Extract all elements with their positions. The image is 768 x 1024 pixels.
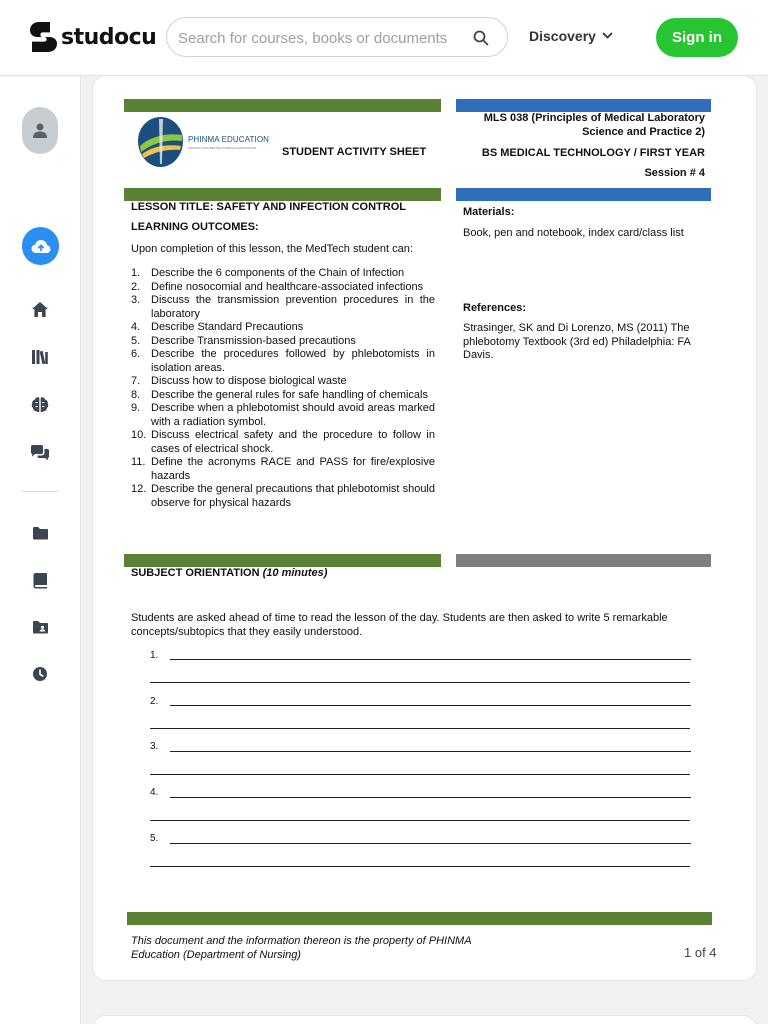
outcome-text: Describe Transmission-based precautions: [151, 334, 356, 347]
outcome-text: Describe the procedures followed by phlebotomists in isolation areas.: [151, 348, 435, 374]
outcome-number: 1.: [131, 267, 141, 279]
outcome-text: Discuss the transmission prevention procedures in the laboratory: [151, 294, 435, 320]
materials-text: Book, pen and notebook, index card/class list: [463, 227, 684, 239]
brain-icon: [31, 396, 49, 413]
outcome-number: 5.: [131, 334, 141, 347]
orientation-time: (10 minutes): [262, 567, 328, 579]
book-icon: [33, 572, 48, 589]
outcome-number: 9.: [131, 402, 141, 414]
sidebar-item-ai[interactable]: [30, 394, 50, 414]
outcomes-intro: Upon completion of this lesson, the MedTech student can:: [131, 243, 413, 255]
left-sidebar: [0, 77, 81, 1024]
clock-icon: [32, 666, 48, 682]
outcome-text: Discuss how to dispose biological waste: [151, 375, 347, 387]
orientation-heading: SUBJECT ORIENTATION: [131, 567, 260, 579]
answer-number: 3.: [150, 741, 159, 752]
references-text: Strasinger, SK and Di Lorenzo, MS (2011) The phlebotomy Textbook (3rd ed) Philadelphia: FA Davis.: [463, 322, 691, 361]
cloud-upload-icon: [31, 239, 51, 254]
user-avatar[interactable]: [22, 107, 58, 154]
sheet-title: STUDENT ACTIVITY SHEET: [282, 146, 427, 158]
materials-heading: Materials:: [463, 206, 515, 218]
outcome-number: 3.: [131, 294, 141, 306]
page-indicator: 1 of 4: [684, 945, 717, 960]
answer-number: 5.: [150, 833, 159, 844]
outcome-text: Describe the general rules for safe handling of chemicals: [151, 388, 428, 401]
studocu-logo[interactable]: [30, 22, 156, 52]
orientation-instructions: Students are asked ahead of time to read the lesson of the day. Students are then asked to write 5 remarkable concepts/subtopics that they easily understood.: [131, 612, 668, 638]
discovery-label: Discovery: [529, 28, 596, 44]
outcome-number: 4.: [131, 321, 141, 333]
outcome-number: 2.: [131, 280, 141, 293]
outcome-text: Define nosocomial and healthcare-associated infections: [151, 280, 424, 293]
search-icon[interactable]: [473, 30, 489, 46]
outcome-number: 11.: [131, 456, 146, 468]
outcomes-heading: LEARNING OUTCOMES:: [131, 221, 259, 233]
references-heading: References:: [463, 302, 526, 314]
studocu-logo-icon: [30, 22, 57, 52]
home-icon: [31, 301, 49, 318]
outcome-text: Discuss electrical safety and the procedure to follow in cases of electrical shock.: [151, 429, 435, 455]
sidebar-item-folder[interactable]: [30, 523, 50, 543]
next-document-page: [92, 1015, 757, 1024]
course-title-line1: MLS 038 (Principles of Medical Laboratory: [483, 112, 705, 124]
logo-text: studocu: [61, 24, 157, 50]
org-name: PHINMA EDUCATION: [188, 134, 270, 144]
chat-icon: [30, 444, 50, 461]
answer-number: 1.: [150, 650, 159, 661]
lesson-title: LESSON TITLE: SAFETY AND INFECTION CONTROL: [131, 201, 406, 213]
answer-number: 4.: [150, 787, 159, 798]
sidebar-item-book[interactable]: [30, 570, 50, 590]
user-icon: [33, 123, 47, 138]
document-page: [92, 75, 757, 981]
shared-folder-icon: [32, 620, 49, 634]
footer-text: This document and the information thereon is the property of PHINMA Education (Department of Nursing): [131, 935, 472, 961]
outcome-number: 10.: [131, 429, 147, 441]
session-label: Session # 4: [644, 167, 705, 179]
outcome-text: Describe when a phlebotomist should avoid areas marked with a radiation symbol.: [151, 402, 435, 428]
course-title-line2: Science and Practice 2): [582, 126, 705, 138]
sidebar-item-chat[interactable]: [30, 442, 50, 462]
chevron-down-icon: [602, 32, 613, 40]
upload-button[interactable]: [22, 227, 59, 265]
outcome-number: 12.: [131, 483, 147, 495]
sidebar-item-recent[interactable]: [30, 664, 50, 684]
outcome-text: Define the acronyms RACE and PASS for fire/explosive hazards: [151, 456, 435, 482]
sidebar-item-home[interactable]: [30, 299, 50, 319]
program-label: BS MEDICAL TECHNOLOGY / FIRST YEAR: [481, 147, 705, 159]
outcome-number: 8.: [131, 388, 141, 401]
discovery-menu[interactable]: [529, 28, 613, 44]
outcome-text: Describe Standard Precautions: [151, 321, 304, 333]
sidebar-item-shared-folder[interactable]: [30, 617, 50, 637]
org-tagline: MAKING LIVES BETTER THROUGH EDUCATION: [188, 145, 257, 150]
top-navigation-bar: [0, 0, 768, 76]
answer-number: 2.: [150, 696, 159, 707]
outcome-number: 7.: [131, 375, 141, 387]
search-input[interactable]: [178, 27, 468, 49]
sidebar-item-library[interactable]: [30, 347, 50, 367]
folder-icon: [32, 526, 49, 540]
outcome-text: Describe the 6 components of the Chain of Infection: [151, 267, 405, 279]
outcome-number: 6.: [131, 348, 141, 360]
books-icon: [31, 349, 49, 365]
sidebar-divider: [22, 491, 58, 492]
outcome-text: Describe the general precautions that phlebotomist should observe for physical hazards: [151, 483, 435, 509]
search-box[interactable]: [166, 17, 508, 57]
sign-in-button[interactable]: Sign in: [656, 18, 738, 57]
